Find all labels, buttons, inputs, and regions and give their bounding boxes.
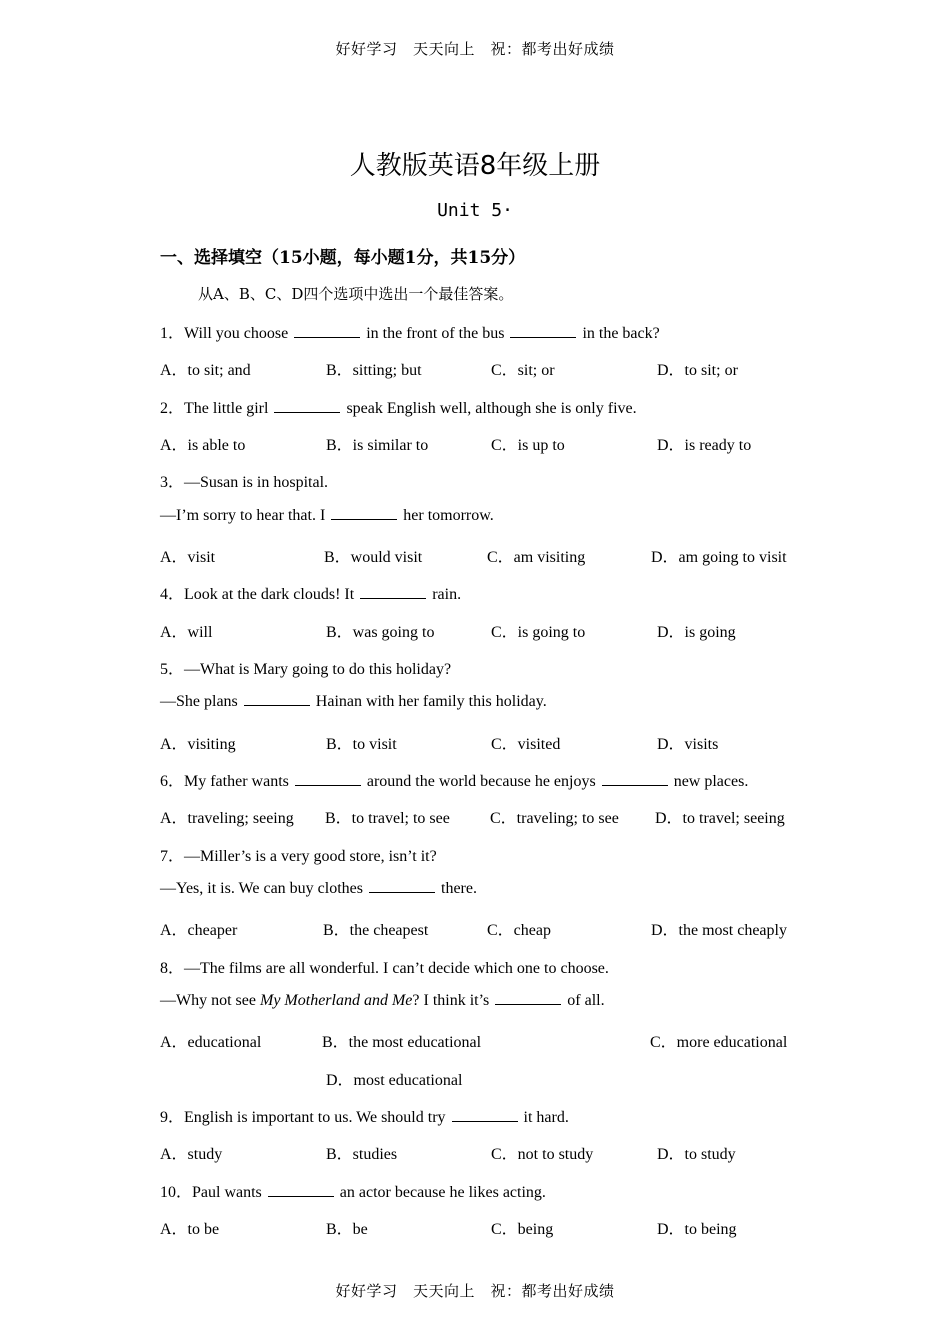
q5-option-c[interactable]: C．visited: [491, 736, 561, 753]
question-5-reply: —She plans Hainan with her family this holiday.: [160, 693, 547, 710]
answer-blank: [244, 693, 310, 706]
question-3-reply: —I’m sorry to hear that. I her tomorrow.: [160, 507, 494, 524]
page-header: 好好学习 天天向上 祝：都考出好成绩: [335, 40, 615, 58]
question-8: 8．—The films are all wonderful. I can’t decide which one to choose.: [160, 960, 609, 977]
q9-option-d[interactable]: D．to study: [657, 1146, 736, 1163]
answer-blank: [274, 400, 340, 413]
q6-option-c[interactable]: C．traveling; to see: [490, 810, 619, 827]
answer-blank: [602, 773, 668, 786]
q3-option-a[interactable]: A．visit: [160, 549, 216, 566]
answer-blank: [369, 880, 435, 893]
answer-blank: [268, 1184, 334, 1197]
q3-option-d[interactable]: D．am going to visit: [651, 549, 787, 566]
q2-option-b[interactable]: B．is similar to: [326, 437, 429, 454]
answer-blank: [510, 325, 576, 338]
q2-option-a[interactable]: A．is able to: [160, 437, 246, 454]
q8-option-a[interactable]: A．educational: [160, 1034, 262, 1051]
q7-option-c[interactable]: C．cheap: [487, 922, 551, 939]
q8-option-d[interactable]: D．most educational: [326, 1072, 463, 1089]
q8-option-c[interactable]: C．more educational: [650, 1034, 788, 1051]
q9-option-c[interactable]: C．not to study: [491, 1146, 594, 1163]
q4-option-b[interactable]: B．was going to: [326, 624, 435, 641]
q2-option-c[interactable]: C．is up to: [491, 437, 565, 454]
page-title: 人教版英语8年级上册: [349, 151, 601, 181]
q5-option-b[interactable]: B．to visit: [326, 736, 397, 753]
answer-blank: [295, 773, 361, 786]
question-1: 1．Will you choose in the front of the bus in the back?: [160, 325, 660, 342]
q1-option-b[interactable]: B．sitting; but: [326, 362, 422, 379]
answer-blank: [294, 325, 360, 338]
q4-option-d[interactable]: D．is going: [657, 624, 736, 641]
q9-option-b[interactable]: B．studies: [326, 1146, 398, 1163]
q6-option-d[interactable]: D．to travel; seeing: [655, 810, 785, 827]
q2-option-d[interactable]: D．is ready to: [657, 437, 752, 454]
q9-option-a[interactable]: A．study: [160, 1146, 223, 1163]
q5-option-d[interactable]: D．visits: [657, 736, 719, 753]
question-8-reply: —Why not see My Motherland and Me? I think it’s of all.: [160, 992, 605, 1009]
question-9: 9．English is important to us. We should try it hard.: [160, 1109, 569, 1126]
q10-option-c[interactable]: C．being: [491, 1221, 554, 1238]
question-6: 6．My father wants around the world because he enjoys new places.: [160, 773, 749, 790]
question-3: 3．—Susan is in hospital.: [160, 474, 329, 491]
q1-option-c[interactable]: C．sit; or: [491, 362, 555, 379]
q1-option-a[interactable]: A．to sit; and: [160, 362, 251, 379]
section-heading: 一、选择填空（15小题，每小题1分，共15分）: [160, 248, 526, 268]
answer-blank: [495, 992, 561, 1005]
q7-option-d[interactable]: D．the most cheaply: [651, 922, 787, 939]
section-instruction: 从A、B、C、D四个选项中选出一个最佳答案。: [198, 285, 514, 303]
answer-blank: [360, 586, 426, 599]
q10-option-d[interactable]: D．to being: [657, 1221, 737, 1238]
q1-option-d[interactable]: D．to sit; or: [657, 362, 738, 379]
q6-option-a[interactable]: A．traveling; seeing: [160, 810, 294, 827]
q8-option-b[interactable]: B．the most educational: [322, 1034, 482, 1051]
q10-option-b[interactable]: B．be: [326, 1221, 368, 1238]
answer-blank: [331, 507, 397, 520]
q7-option-a[interactable]: A．cheaper: [160, 922, 238, 939]
unit-subtitle: Unit 5·: [437, 200, 513, 221]
q7-option-b[interactable]: B．the cheapest: [323, 922, 429, 939]
question-10: 10．Paul wants an actor because he likes acting.: [160, 1184, 546, 1201]
page-footer: 好好学习 天天向上 祝：都考出好成绩: [335, 1282, 615, 1300]
question-4: 4．Look at the dark clouds! It rain.: [160, 586, 462, 603]
q5-option-a[interactable]: A．visiting: [160, 736, 236, 753]
question-2: 2．The little girl speak English well, although she is only five.: [160, 400, 637, 417]
q3-option-b[interactable]: B．would visit: [324, 549, 423, 566]
question-7: 7．—Miller’s is a very good store, isn’t it?: [160, 848, 437, 865]
q3-option-c[interactable]: C．am visiting: [487, 549, 586, 566]
question-7-reply: —Yes, it is. We can buy clothes there.: [160, 880, 477, 897]
q10-option-a[interactable]: A．to be: [160, 1221, 220, 1238]
answer-blank: [452, 1109, 518, 1122]
question-5: 5．—What is Mary going to do this holiday?: [160, 661, 452, 678]
q4-option-c[interactable]: C．is going to: [491, 624, 586, 641]
q6-option-b[interactable]: B．to travel; to see: [325, 810, 450, 827]
q4-option-a[interactable]: A．will: [160, 624, 213, 641]
